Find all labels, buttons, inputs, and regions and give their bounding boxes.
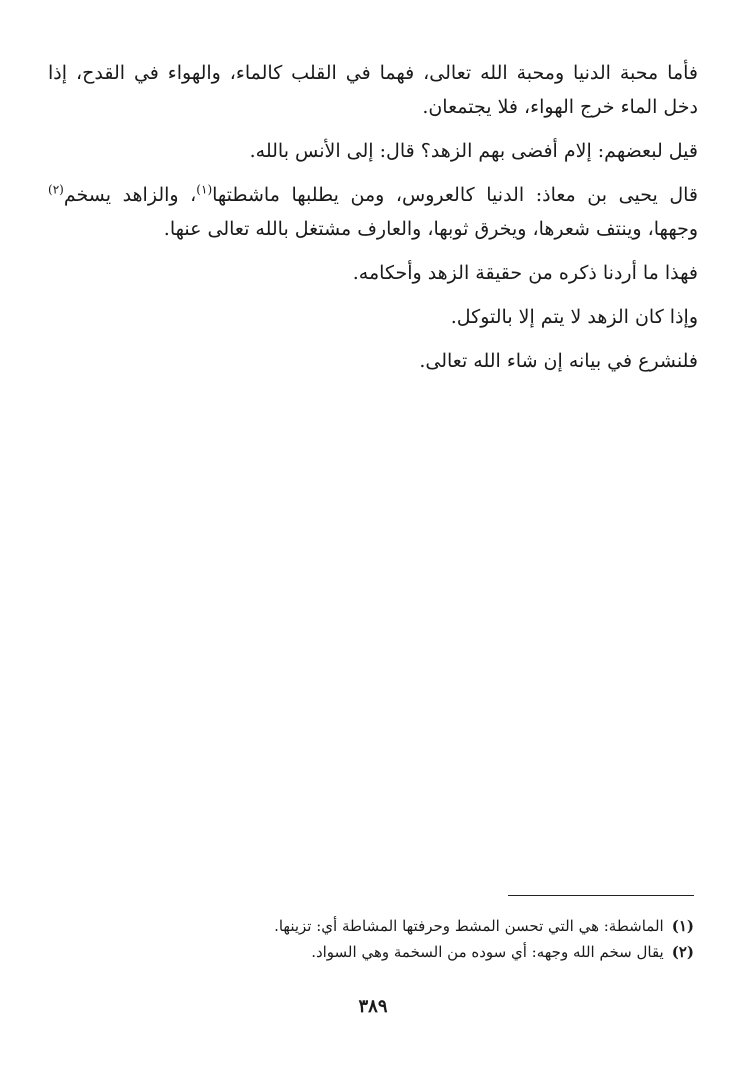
yahya-quote-part2: ، والزاهد يسخم [63, 184, 197, 206]
footnotes [48, 913, 694, 965]
footnote-1-text: الماشطة: هي التي تحسن المشط وحرفتها المشاطة أي: تزينها. [274, 917, 664, 935]
yahya-quote-part1: قال يحيى بن معاذ: الدنيا كالعروس، ومن يطلبها ماشطتها [212, 184, 699, 206]
paragraph-begin-explanation: فلنشرع في بيانه إن شاء الله تعالى. [419, 350, 698, 372]
footnote-2-text: يقال سخم الله وجهه: أي سوده من السخمة وهي السواد. [311, 943, 664, 961]
footnote-divider [508, 895, 694, 896]
main-text [48, 56, 698, 388]
page-number: ٣٨٩ [358, 996, 388, 1017]
paragraph-asceticism-question: قيل لبعضهم: إلام أفضى بهم الزهد؟ قال: إلى الأنس بالله. [249, 140, 698, 162]
paragraph-love-of-world: فأما محبة الدنيا ومحبة الله تعالى، فهما في القلب كالماء، والهواء في القدح، إذا دخل الماء خرج الهواء، فلا يجتمعان. [48, 62, 698, 118]
footnote-2 [48, 939, 694, 965]
footnote-2-number: (٢) [671, 943, 694, 961]
footnote-1-number: (١) [671, 917, 694, 935]
paragraph-yahya-quote [48, 178, 698, 246]
yahya-quote-part3: وجهها، وينتف شعرها، ويخرق ثوبها، والعارف مشتغل بالله تعالى عنها. [163, 218, 698, 240]
paragraph-conclusion: فهذا ما أردنا ذكره من حقيقة الزهد وأحكامه. [352, 262, 698, 284]
footnote-ref-1[interactable]: (١) [196, 182, 213, 197]
footnote-1 [48, 913, 694, 939]
footnote-ref-2[interactable]: (٢) [48, 182, 64, 197]
paragraph-tawakkul-condition: وإذا كان الزهد لا يتم إلا بالتوكل. [450, 306, 698, 328]
